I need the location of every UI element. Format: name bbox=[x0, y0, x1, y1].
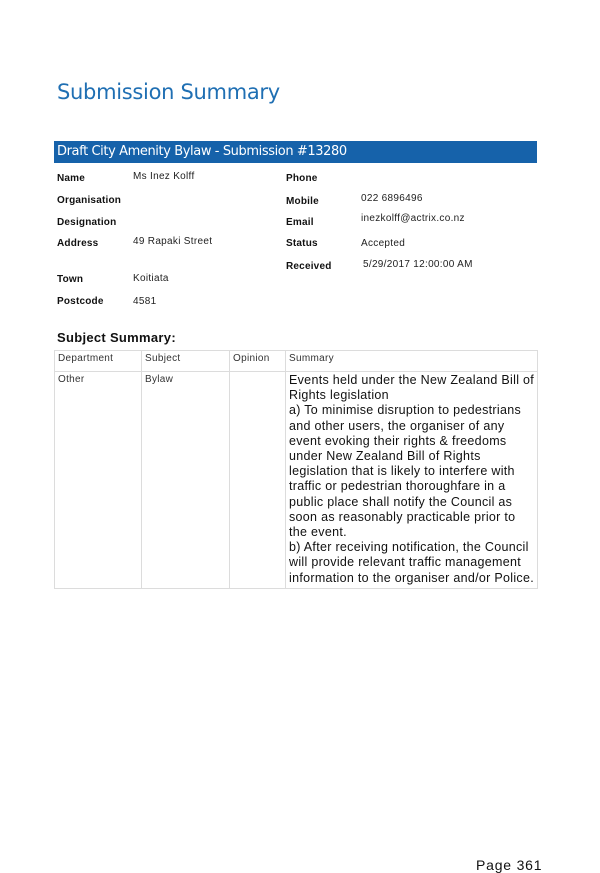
name-label: Name bbox=[57, 173, 86, 184]
address-label: Address bbox=[57, 238, 99, 249]
summary-line: a) To minimise disruption to pedestrians bbox=[289, 403, 522, 418]
summary-line: information to the organiser and/or Police. bbox=[289, 570, 534, 585]
subject-summary-table bbox=[54, 350, 538, 589]
address-value: 49 Rapaki Street bbox=[133, 236, 213, 247]
summary-line: and other users, the organiser of any bbox=[289, 418, 505, 433]
subject-cell: Bylaw bbox=[142, 372, 230, 589]
table-header-row bbox=[55, 351, 538, 372]
postcode-value: 4581 bbox=[133, 296, 157, 307]
opinion-cell bbox=[230, 372, 286, 589]
designation-label: Designation bbox=[57, 217, 117, 228]
town-label: Town bbox=[57, 274, 84, 285]
phone-label: Phone bbox=[286, 173, 318, 184]
summary-line: the event. bbox=[289, 525, 347, 540]
summary-line: Rights legislation bbox=[289, 388, 389, 403]
name-value: Ms Inez Kolff bbox=[133, 171, 195, 182]
column-header-department: Department bbox=[55, 351, 142, 372]
organisation-label: Organisation bbox=[57, 195, 122, 206]
column-header-summary: Summary bbox=[286, 351, 538, 372]
mobile-value: 022 6896496 bbox=[361, 193, 423, 204]
table-row bbox=[55, 372, 538, 589]
column-header-opinion: Opinion bbox=[230, 351, 286, 372]
summary-line: Events held under the New Zealand Bill of bbox=[289, 373, 535, 387]
postcode-label: Postcode bbox=[57, 296, 104, 307]
summary-line: soon as reasonably practicable prior to bbox=[289, 509, 516, 524]
department-cell: Other bbox=[55, 372, 142, 589]
column-header-subject: Subject bbox=[142, 351, 230, 372]
mobile-label: Mobile bbox=[286, 196, 319, 207]
received-value: 5/29/2017 12:00:00 AM bbox=[363, 259, 473, 270]
summary-line: public place shall notify the Council as bbox=[289, 494, 513, 509]
status-value: Accepted bbox=[361, 238, 406, 249]
summary-line: under New Zealand Bill of Rights bbox=[289, 449, 481, 464]
summary-line: legislation that is likely to interfere with bbox=[289, 464, 515, 479]
section-title-bar: Draft City Amenity Bylaw - Submission #13280 bbox=[54, 141, 537, 163]
page-number: Page 361 bbox=[476, 857, 543, 873]
email-value: inezkolff@actrix.co.nz bbox=[361, 213, 465, 224]
summary-line: b) After receiving notification, the Council bbox=[289, 540, 529, 555]
email-label: Email bbox=[286, 217, 314, 228]
summary-line: will provide relevant traffic management bbox=[289, 555, 522, 570]
town-value: Koitiata bbox=[133, 273, 169, 284]
status-label: Status bbox=[286, 238, 318, 249]
subject-summary-heading: Subject Summary: bbox=[57, 330, 176, 345]
page-title: Submission Summary bbox=[57, 80, 280, 104]
summary-cell bbox=[286, 372, 538, 589]
summary-line: event evoking their rights & freedoms bbox=[289, 433, 507, 448]
received-label: Received bbox=[286, 261, 332, 272]
summary-line: traffic or pedestrian thoroughfare in a bbox=[289, 479, 506, 494]
